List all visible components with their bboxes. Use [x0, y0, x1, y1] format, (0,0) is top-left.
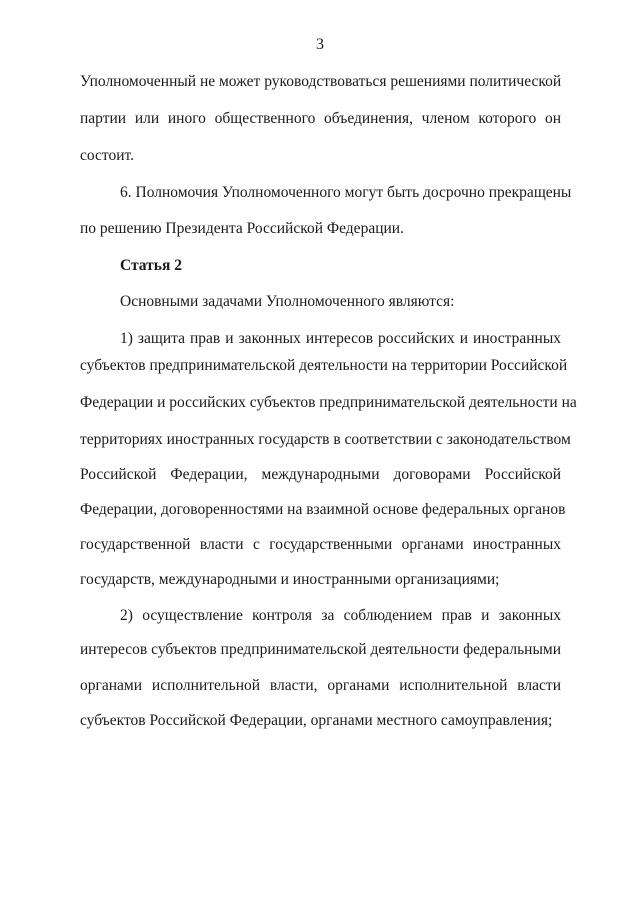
- text-line: субъектов Российской Федерации, органами местного самоуправления;: [80, 712, 553, 729]
- text-line: государств, международными и иностранными организациями;: [80, 571, 500, 588]
- text-line: 1) защита прав и законных интересов российских и иностранных: [120, 330, 561, 347]
- text-line: Российской Федерации, международными договорами Российской: [80, 466, 561, 483]
- text-line: 6. Полномочия Уполномоченного могут быть досрочно прекращены: [120, 184, 572, 201]
- text-line: государственной власти с государственными органами иностранных: [80, 536, 561, 553]
- text-line: состоит.: [80, 147, 134, 164]
- text-line: 2) осуществление контроля за соблюдением прав и законных: [120, 607, 561, 624]
- page-number: 3: [316, 36, 324, 53]
- text-line: Федерации, договоренностями на взаимной основе федеральных органов: [80, 501, 566, 518]
- text-line: территориях иностранных государств в соответствии с законодательством: [80, 431, 571, 448]
- text-line: Уполномоченный не может руководствоваться решениями политической: [80, 73, 562, 90]
- text-line: субъектов предпринимательской деятельности на территории Российской: [80, 357, 568, 374]
- text-line: органами исполнительной власти, органами исполнительной власти: [80, 677, 561, 694]
- text-line: Федерации и российских субъектов предпринимательской деятельности на: [80, 394, 577, 411]
- text-line: Основными задачами Уполномоченного являются:: [120, 293, 455, 310]
- article-heading: Статья 2: [120, 257, 182, 274]
- text-line: интересов субъектов предпринимательской деятельности федеральными: [80, 641, 561, 658]
- text-line: партии или иного общественного объединения, членом которого он: [80, 110, 561, 127]
- text-line: по решению Президента Российской Федерации.: [80, 220, 404, 237]
